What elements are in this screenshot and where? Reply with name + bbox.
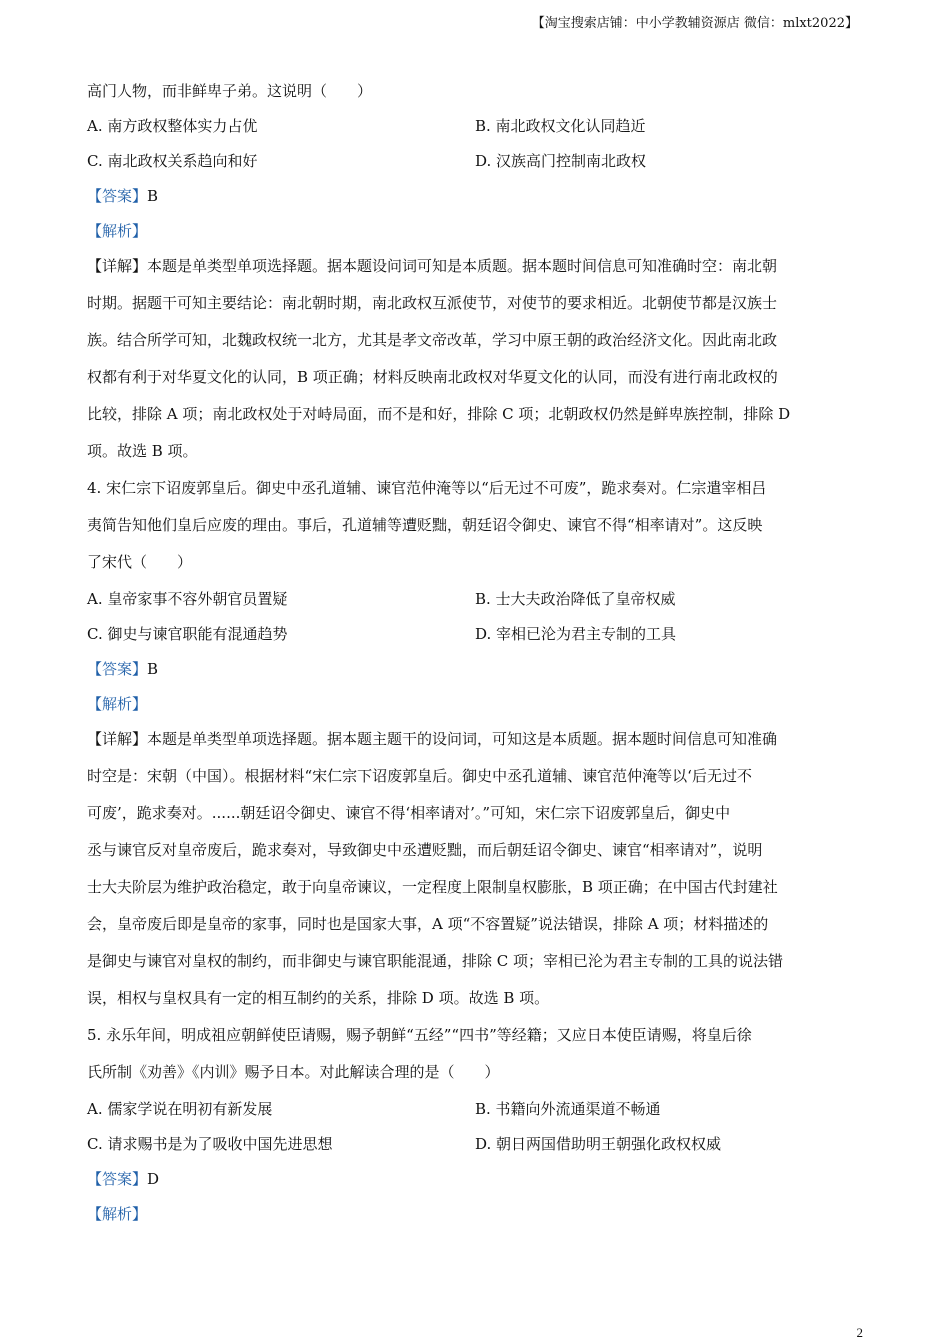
- q4-detail-line: 丞与谏官反对皇帝废后，跪求奏对，导致御史中丞遭贬黜，而后朝廷诏令御史、谏官“相率请对”，说明: [87, 841, 763, 859]
- q3-option-c: C. 南北政权关系趋向和好: [87, 152, 258, 170]
- page-number: 2: [856, 1325, 863, 1340]
- q5-stem: [87, 1022, 862, 1096]
- q4-option-c: C. 御史与谏官职能有混通趋势: [87, 625, 288, 643]
- q5-stem-line: 5. 永乐年间，明成祖应朝鲜使臣请赐，赐予朝鲜“五经”“四书”等经籍；又应日本使臣请赐，将皇后徐: [87, 1026, 752, 1044]
- q3-detail-line: 时期。据题干可知主要结论：南北朝时期，南北政权互派使节，对使节的要求相近。北朝使节都是汉族士: [87, 294, 778, 312]
- q5-analysis-tag: 【解析】: [87, 1205, 148, 1223]
- q5-answer: [87, 1166, 862, 1201]
- q3-stem-tail: 高门人物，而非鲜卑子弟。这说明（ ）: [87, 82, 373, 100]
- q3-detail-line: 权都有利于对华夏文化的认同，B 项正确；材料反映南北政权对华夏文化的认同，而没有进行南北政权的: [87, 368, 778, 386]
- q3-detail-line: 【详解】本题是单类型单项选择题。据本题设问词可知是本质题。据本题时间信息可知准确时空：南北朝: [87, 257, 778, 275]
- q4-detail: [87, 726, 862, 1022]
- q3-option-b: B. 南北政权文化认同趋近: [475, 117, 646, 135]
- q5-options-row-2: [87, 1131, 862, 1166]
- q4-answer: [87, 656, 862, 691]
- q3-answer-tag: 【答案】: [87, 187, 148, 205]
- q4-detail-line: 是御史与谏官对皇权的制约，而非御史与谏官职能混通，排除 C 项；宰相已沦为君主专制的工具的说法错: [87, 952, 784, 970]
- q4-option-d: D. 宰相已沦为君主专制的工具: [475, 625, 677, 643]
- q4-option-b: B. 士大夫政治降低了皇帝权威: [475, 590, 676, 608]
- q5-stem-line: 氏所制《劝善》《内训》赐予日本。对此解读合理的是（ ）: [87, 1063, 500, 1081]
- q4-stem-line: 夷简告知他们皇后应废的理由。事后，孔道辅等遭贬黜，朝廷诏令御史、谏官不得“相率请对”。这反映: [87, 516, 763, 534]
- q3-options-row-2: [87, 148, 862, 183]
- q4-option-a: A. 皇帝家事不容外朝官员置疑: [87, 590, 288, 608]
- q3-answer-value: B: [147, 187, 159, 205]
- q4-detail-line: 士大夫阶层为维护政治稳定，敢于向皇帝谏议，一定程度上限制皇权膨胀，B 项正确；在中国古代封建社: [87, 878, 778, 896]
- q3-detail-line: 族。结合所学可知，北魏政权统一北方，尤其是孝文帝改革，学习中原王朝的政治经济文化。因此南北政: [87, 331, 778, 349]
- q3-option-d: D. 汉族高门控制南北政权: [475, 152, 647, 170]
- q5-answer-value: D: [147, 1170, 160, 1188]
- q5-options-row-1: [87, 1096, 862, 1131]
- q5-option-a: A. 儒家学说在明初有新发展: [87, 1100, 273, 1118]
- q3-detail-line: 项。故选 B 项。: [87, 442, 198, 460]
- q4-detail-line: 会，皇帝废后即是皇帝的家事，同时也是国家大事，A 项“不容置疑”说法错误，排除 A 项；材料描述的: [87, 915, 769, 933]
- document-body: [87, 78, 862, 1236]
- q4-answer-value: B: [147, 660, 159, 678]
- q5-option-c: C. 请求赐书是为了吸收中国先进思想: [87, 1135, 333, 1153]
- q4-detail-line: 【详解】本题是单类型单项选择题。据本题主题干的设问词，可知这是本质题。据本题时间信息可知准确: [87, 730, 778, 748]
- q4-options-row-1: [87, 586, 862, 621]
- q4-stem: [87, 475, 862, 586]
- q3-analysis-tag: 【解析】: [87, 222, 148, 240]
- q3-detail-line: 比较，排除 A 项；南北政权处于对峙局面，而不是和好，排除 C 项；北朝政权仍然是鲜卑族控制，排除 D: [87, 405, 791, 423]
- q4-stem-line: 了宋代（ ）: [87, 553, 193, 571]
- page-header: 【淘宝搜索店铺：中小学教辅资源店 微信：mlxt2022】: [531, 16, 858, 31]
- q4-options-row-2: [87, 621, 862, 656]
- q3-options-row-1: [87, 113, 862, 148]
- q3-detail: [87, 253, 862, 475]
- q4-detail-line: 误，相权与皇权具有一定的相互制约的关系，排除 D 项。故选 B 项。: [87, 989, 550, 1007]
- q5-option-b: B. 书籍向外流通渠道不畅通: [475, 1100, 661, 1118]
- q4-analysis-tag: 【解析】: [87, 695, 148, 713]
- q4-detail-line: 可废’，跪求奏对。......朝廷诏令御史、谏官不得‘相率请对’。”可知，宋仁宗下诏废郭皇后，御史中: [87, 804, 731, 822]
- q4-answer-tag: 【答案】: [87, 660, 148, 678]
- q5-answer-tag: 【答案】: [87, 1170, 148, 1188]
- q3-option-a: A. 南方政权整体实力占优: [87, 117, 258, 135]
- q4-detail-line: 时空是：宋朝（中国）。根据材料“宋仁宗下诏废郭皇后。御史中丞孔道辅、谏官范仲淹等以‘后无过不: [87, 767, 752, 785]
- q3-answer: [87, 183, 862, 218]
- q5-option-d: D. 朝日两国借助明王朝强化政权权威: [475, 1135, 722, 1153]
- q4-stem-line: 4. 宋仁宗下诏废郭皇后。御史中丞孔道辅、谏官范仲淹等以“后无过不可废”，跪求奏对。仁宗遣宰相吕: [87, 479, 767, 497]
